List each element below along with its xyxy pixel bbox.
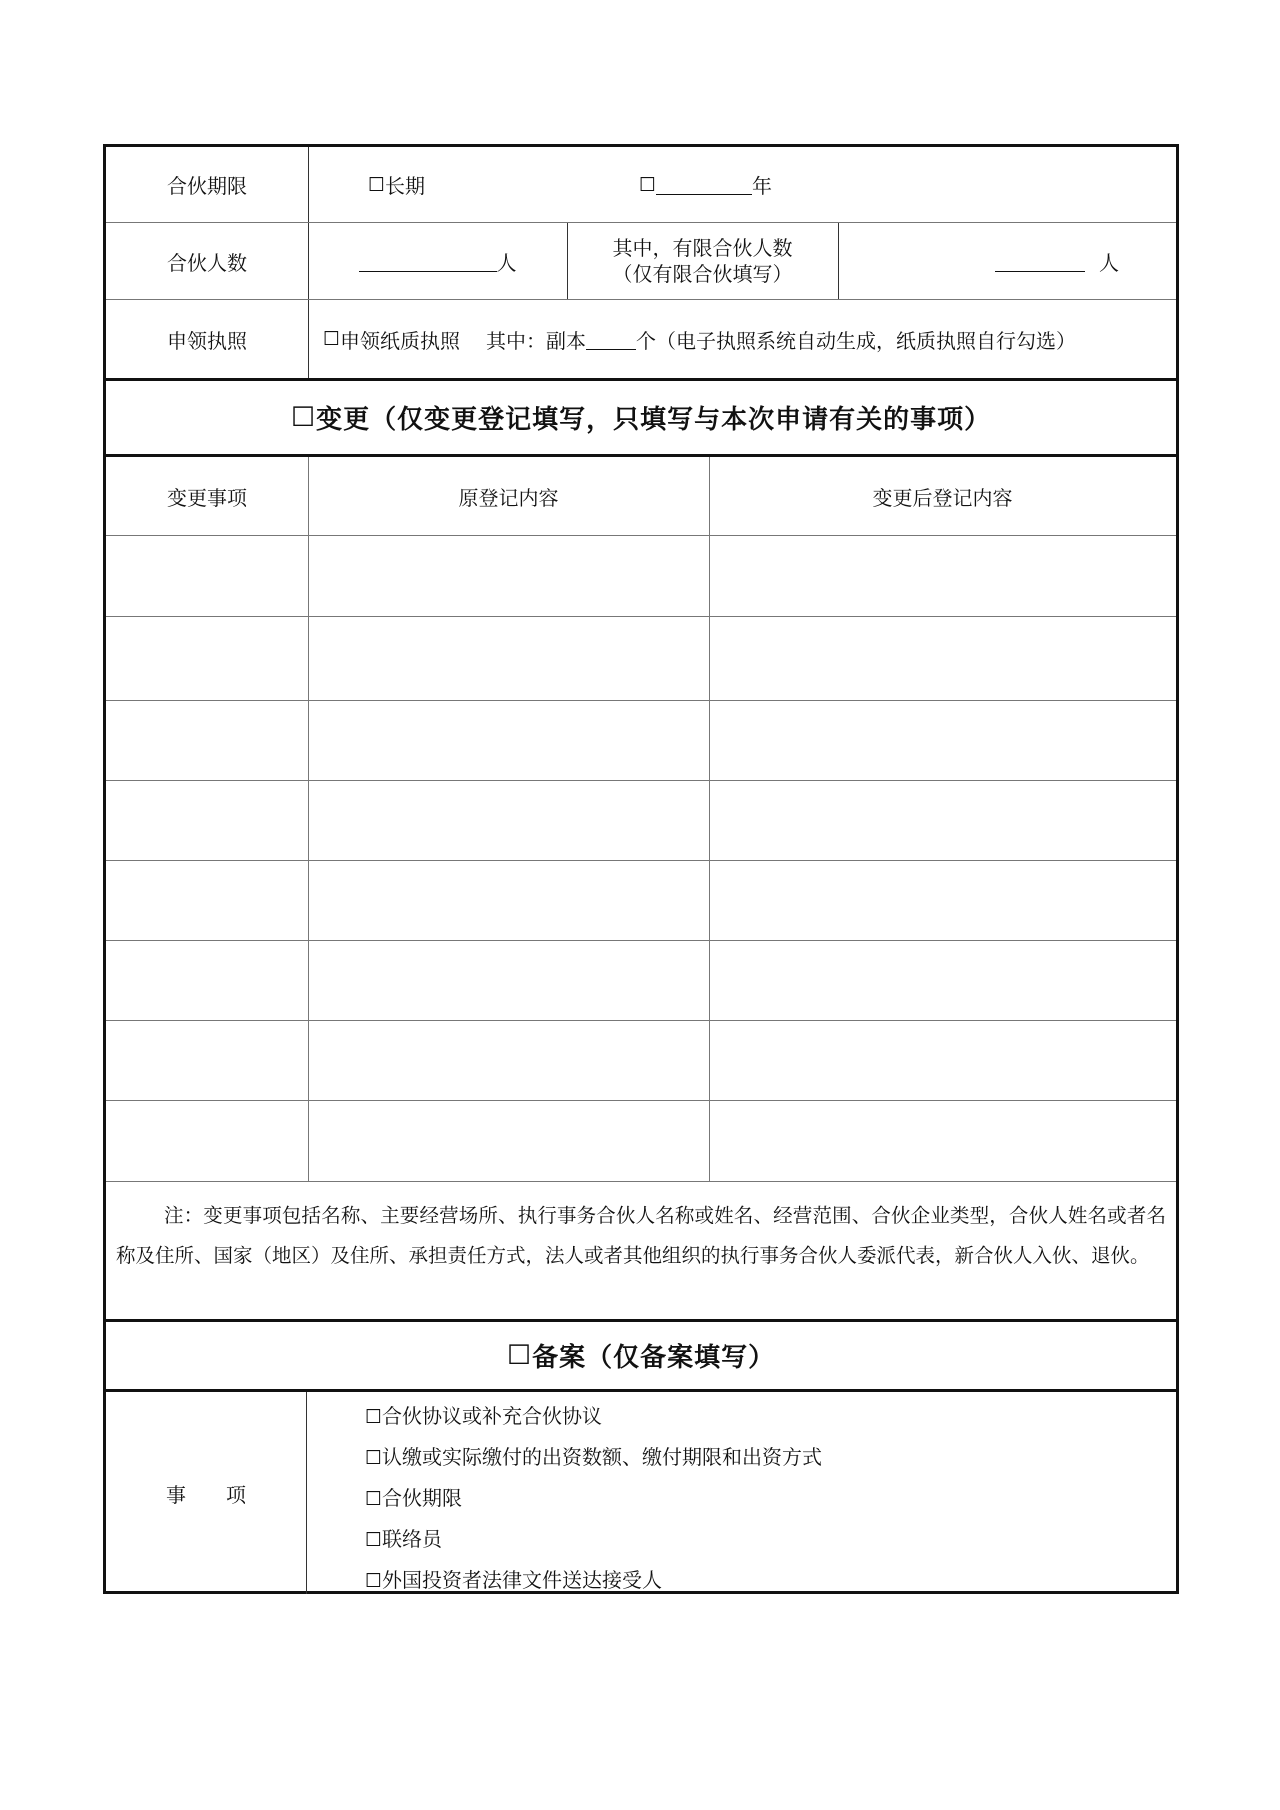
filing-items-row [106, 1392, 1176, 1594]
change-table-row[interactable] [106, 536, 1176, 617]
term-years-option[interactable]: ☐ 年 [639, 173, 773, 198]
filing-item-partnership-agreement[interactable]: ☐合伙协议或补充合伙协议 [365, 1404, 603, 1428]
checkbox-icon[interactable]: ☐ [365, 1488, 383, 1510]
checkbox-icon[interactable]: ☐ [639, 173, 657, 196]
checkbox-icon[interactable]: ☐ [365, 1406, 383, 1428]
checkbox-icon[interactable]: ☐ [506, 1340, 533, 1371]
partners-blank[interactable] [359, 251, 497, 272]
limited-partners-count-field[interactable]: 人 [838, 223, 1176, 299]
checkbox-icon[interactable]: ☐ [323, 328, 341, 350]
filing-item-legal-service-recipient[interactable]: ☐外国投资者法律文件送达接受人 [365, 1568, 663, 1592]
filing-item-liaison[interactable]: ☐联络员 [365, 1527, 443, 1551]
term-row [106, 147, 1176, 223]
partners-row [106, 223, 1176, 300]
limited-partners-blank[interactable] [995, 251, 1085, 272]
change-note: 注：变更事项包括名称、主要经营场所、执行事务合伙人名称或姓名、经营范围、合伙企业类型，合伙人姓名或者名称及住所、国家（地区）及住所、承担责任方式，法人或者其他组织的执行事务合伙人委派代表，新合伙人入伙、退伙。 [106, 1182, 1176, 1322]
years-blank[interactable] [656, 174, 752, 195]
checkbox-icon[interactable]: ☐ [368, 173, 386, 196]
checkbox-icon[interactable]: ☐ [365, 1570, 383, 1592]
filing-items-label: 事 项 [166, 1482, 246, 1507]
checkbox-icon[interactable]: ☐ [365, 1529, 383, 1551]
license-paper-option[interactable]: ☐ 申领纸质执照 其中：副本 个（电子执照系统自动生成，纸质执照自行勾选） [323, 328, 1077, 353]
limited-partners-label: 其中，有限合伙人数 （仅有限合伙填写） [612, 236, 793, 286]
col-original-content: 原登记内容 [458, 485, 559, 510]
copies-blank[interactable] [586, 329, 636, 350]
change-table-header [106, 457, 1176, 536]
partners-count-field[interactable]: 人 [308, 223, 567, 299]
filing-section-header [106, 1322, 1176, 1392]
change-table-row[interactable] [106, 617, 1176, 701]
change-table-row[interactable] [106, 1021, 1176, 1101]
term-label: 合伙期限 [167, 174, 247, 198]
change-section-title[interactable]: ☐ 变更（仅变更登记填写，只填写与本次申请有关的事项） [290, 402, 992, 435]
registration-form-table [103, 144, 1179, 1594]
license-label: 申领执照 [167, 328, 247, 353]
partners-label: 合伙人数 [167, 250, 247, 275]
change-table-row[interactable] [106, 861, 1176, 941]
filing-item-capital-contribution[interactable]: ☐认缴或实际缴付的出资数额、缴付期限和出资方式 [365, 1445, 823, 1469]
term-long-option[interactable]: ☐ 长期 [368, 173, 426, 198]
change-table-row[interactable] [106, 1101, 1176, 1182]
change-table-row[interactable] [106, 941, 1176, 1021]
filing-item-partnership-term[interactable]: ☐合伙期限 [365, 1486, 463, 1510]
license-row [106, 300, 1176, 381]
change-section-header [106, 381, 1176, 457]
change-table-row[interactable] [106, 781, 1176, 861]
checkbox-icon[interactable]: ☐ [290, 402, 317, 433]
checkbox-icon[interactable]: ☐ [365, 1447, 383, 1469]
col-change-item: 变更事项 [167, 485, 247, 510]
filing-section-title[interactable]: ☐ 备案（仅备案填写） [506, 1340, 776, 1373]
change-table-row[interactable] [106, 701, 1176, 781]
col-new-content: 变更后登记内容 [872, 485, 1013, 510]
